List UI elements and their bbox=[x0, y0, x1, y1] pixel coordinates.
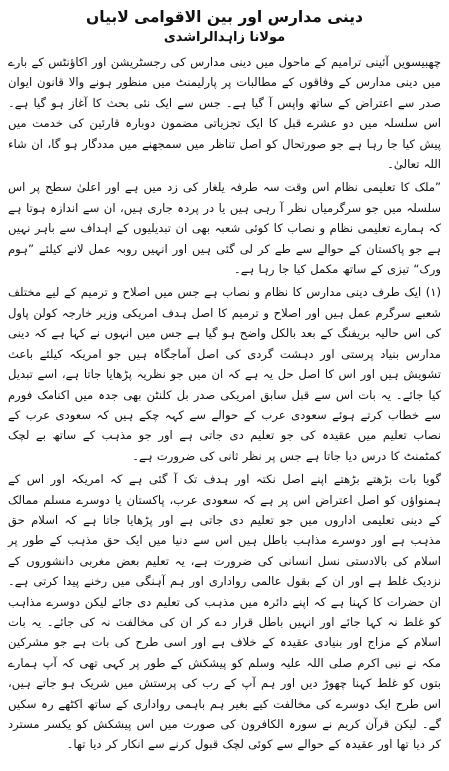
paragraph-analysis: گویا بات بڑھتے بڑھتے اپنے اصل نکتہ اور ہدف تک آ گئی ہے کہ امریکہ اور اس کے ہمنواؤں کو اصل اعتراض اس پر ہے کہ سعودی عرب، پاکستان یا دوسرے مسلم ممالک کے دینی تعلیمی اداروں میں جو تعلیم دی جاتی ہے اور پڑھایا جاتا ہے کہ اسلام حق مذہب ہے اور دوسرے مذاہب باطل ہیں اس سے دنیا میں ایک حق مذہب کے طور پر اسلام کی بالادستی نسل انسانی کی ضرورت ہے، یہ تعلیم بعض مغربی دانشوروں کے نزدیک غلط ہے اور ان کے بقول عالمی رواداری اور ہم آہنگی میں رخنے پیدا کرتی ہے۔ ان حضرات کا کہنا ہے کہ اپنے دائرہ میں مذہب کی تعلیم دی جائے لیکن دوسرے مذاہب کو غلط نہ کہا جائے اور انہیں باطل قرار دے کر ان کی مخالفت نہ کی جائے۔ یہ بات اسلام کے مزاج اور بنیادی عقیدہ کے خلاف ہے اور اسی طرح کی بات ہے جو مشرکین مکہ نے نبی اکرم صلی اللہ علیہ وسلم کو پیشکش کے طور پر کہی تھی کہ آپ ہمارے بتوں کو غلط کہنا چھوڑ دیں اور ہم آپ کے رب کی پرستش میں شریک ہو جاتے ہیں، اس طرح ایک دوسرے کی مخالفت کیے بغیر ہم باہمی رواداری کے ساتھ اکٹھے رہ سکیں گے۔ لیکن قرآن کریم نے سورہ الکافرون کی صورت میں اس پیشکش کو یکسر مسترد کر دیا تھا اور عقیدہ کے حوالے سے کوئی لچک قبول کرنے سے انکار کر دیا تھا۔ bbox=[8, 472, 441, 752]
article-author: مولانا زاہدالراشدی bbox=[163, 30, 286, 45]
paragraph-intro: چھبیسویں آئینی ترامیم کے ماحول میں دینی مدارس کی رجسٹریشن اور اکاؤنٹس کے بارے میں دینی مدارس کے وفاقوں کے مطالبات پر پارلیمنٹ میں منظور ہونے والا قانون ایوان صدر سے اعتراض کے ساتھ واپس آ گیا ہے۔ جس سے ایک نئی بحث کا آغاز ہو گیا ہے۔ اس سلسلہ میں دو عشرے قبل کا ایک تجزیاتی مضمون دوبارہ قارئین کی خدمت میں پیش کیا جا رہا ہے جو صورتحال کو اصل تناظر میں سمجھنے میں مددگار ہو گا، ان شاء اللہ تعالیٰ۔ bbox=[8, 55, 441, 172]
paragraph-point-one: (۱) ایک طرف دینی مدارس کا نظام و نصاب ہے جس میں اصلاح و ترمیم کے لیے مختلف شعبے سرگرم عمل ہیں اور اصلاح و ترمیم کا اصل ہدف امریکی وزیر خارجہ کولن پاول کی اس حالیہ بریفنگ کے بعد بالکل واضح ہو گیا ہے جس میں انہوں نے کہا ہے کہ دینی مدارس بنیاد پرستی اور دہشت گردی کی اصل آماجگاہ ہیں جو امریکہ کیلئے باعث تشویش ہیں اور اس کا اصل حل یہ ہے کہ ان میں جو نظریہ پڑھایا جاتا ہے، اسے تبدیل کیا جائے۔ یہ بات اس سے قبل سابق امریکی صدر بل کلنٹن بھی جدہ میں اکنامک فورم سے خطاب کرتے ہوئے سعودی عرب کے حوالے سے کہہ چکے ہیں کہ سعودی عرب کے نصاب تعلیم میں عقیدہ کی جو تعلیم دی جاتی ہے اور جو مذہب کے ساتھ بے لچک کمٹمنٹ کا درس دیا جاتا ہے جس پر نظر ثانی کی ضرورت ہے۔ bbox=[8, 285, 441, 463]
article-title: دینی مدارس اور بین الاقوامی لابیاں bbox=[86, 8, 363, 26]
paragraph-quote: ”ملک کا تعلیمی نظام اس وقت سہ طرفہ یلغار کی زد میں ہے اور اعلیٰ سطح پر اس سلسلہ میں جو سرگرمیاں نظر آ رہی ہیں یا در پردہ جاری ہیں، ان سے اندازہ ہوتا ہے کہ ہمارے تعلیمی نظام و نصاب کا کوئی شعبہ بھی ان تبدیلیوں کے اہداف سے باہر نہیں ہے جو پاکستان کے حوالے سے طے کر لی گئی ہیں اور انہیں روبہ عمل لانے کیلئے ”ہوم ورک“ تیزی کے ساتھ مکمل کیا جا رہا ہے۔ bbox=[8, 180, 441, 277]
article-page bbox=[8, 6, 441, 766]
